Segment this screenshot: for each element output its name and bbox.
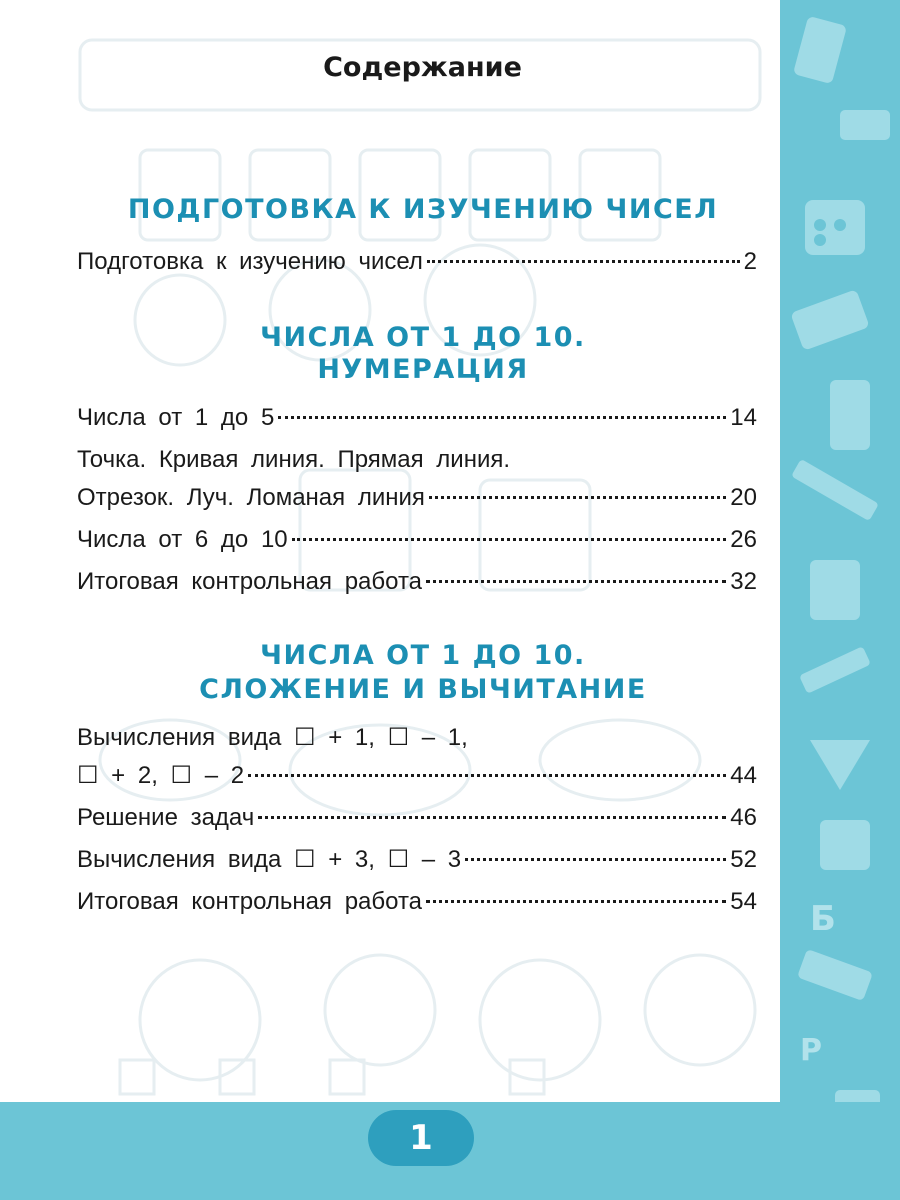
page-title: Содержание <box>323 52 522 83</box>
page-number-badge: 1 <box>368 1110 474 1166</box>
toc-entry-title: Вычисления вида ☐ + 1, ☐ – 1, <box>77 724 468 751</box>
dot-leader <box>429 496 726 499</box>
section-heading-line-1: ЧИСЛА ОТ 1 ДО 10. <box>260 640 586 671</box>
toc-entry[interactable] <box>77 478 757 518</box>
toc-entry-page: 14 <box>730 404 757 431</box>
dot-leader <box>258 816 726 819</box>
toc-entry-title: Числа от 1 до 5 <box>77 404 275 431</box>
toc-entry[interactable] <box>77 520 757 560</box>
toc-entry-title: Подготовка к изучению чисел <box>77 248 423 275</box>
dot-leader <box>427 260 740 263</box>
toc-entry[interactable] <box>77 718 757 758</box>
toc-entry-title: Отрезок. Луч. Ломаная линия <box>77 484 425 511</box>
dot-leader <box>278 416 726 419</box>
toc-entry-page: 52 <box>730 846 757 873</box>
toc-entry-title: Точка. Кривая линия. Прямая линия. <box>77 446 511 473</box>
toc-entry-page: 26 <box>730 526 757 553</box>
toc-entry-page: 46 <box>730 804 757 831</box>
toc-entry-title: Итоговая контрольная работа <box>77 568 423 595</box>
toc-entry[interactable] <box>77 440 757 480</box>
toc-entry[interactable] <box>77 562 757 602</box>
toc-entry[interactable] <box>77 398 757 438</box>
dot-leader <box>248 774 726 777</box>
dot-leader <box>465 858 726 861</box>
toc-entry-title: Числа от 6 до 10 <box>77 526 288 553</box>
section-heading-line-1: ЧИСЛА ОТ 1 ДО 10. <box>260 322 586 353</box>
section-heading: ПОДГОТОВКА К ИЗУЧЕНИЮ ЧИСЕЛ <box>127 194 719 225</box>
toc-entry-title: ☐ + 2, ☐ – 2 <box>77 762 245 789</box>
toc-entry-title: Вычисления вида ☐ + 3, ☐ – 3 <box>77 846 462 873</box>
svg-text:Р: Р <box>800 1033 822 1068</box>
svg-text:Б: Б <box>810 899 836 939</box>
section-heading-line-2: СЛОЖЕНИЕ И ВЫЧИТАНИЕ <box>199 674 647 705</box>
toc-entry-page: 32 <box>730 568 757 595</box>
toc-entry-page: 44 <box>730 762 757 789</box>
toc-entry-page: 20 <box>730 484 757 511</box>
toc-entry[interactable] <box>77 840 757 880</box>
dot-leader <box>292 538 727 541</box>
dot-leader <box>426 580 726 583</box>
section-heading-line-2: НУМЕРАЦИЯ <box>317 354 529 385</box>
toc-entry[interactable] <box>77 756 757 796</box>
toc-entry-page: 54 <box>730 888 757 915</box>
toc-entry[interactable] <box>77 882 757 922</box>
toc-entry-title: Решение задач <box>77 804 255 831</box>
toc-entry-title: Итоговая контрольная работа <box>77 888 423 915</box>
toc-entry[interactable] <box>77 242 757 282</box>
school-supplies-pattern <box>780 0 900 1200</box>
toc-entry-page: 2 <box>743 248 757 275</box>
decorative-side-band <box>780 0 900 1200</box>
toc-entry[interactable] <box>77 798 757 838</box>
dot-leader <box>426 900 726 903</box>
